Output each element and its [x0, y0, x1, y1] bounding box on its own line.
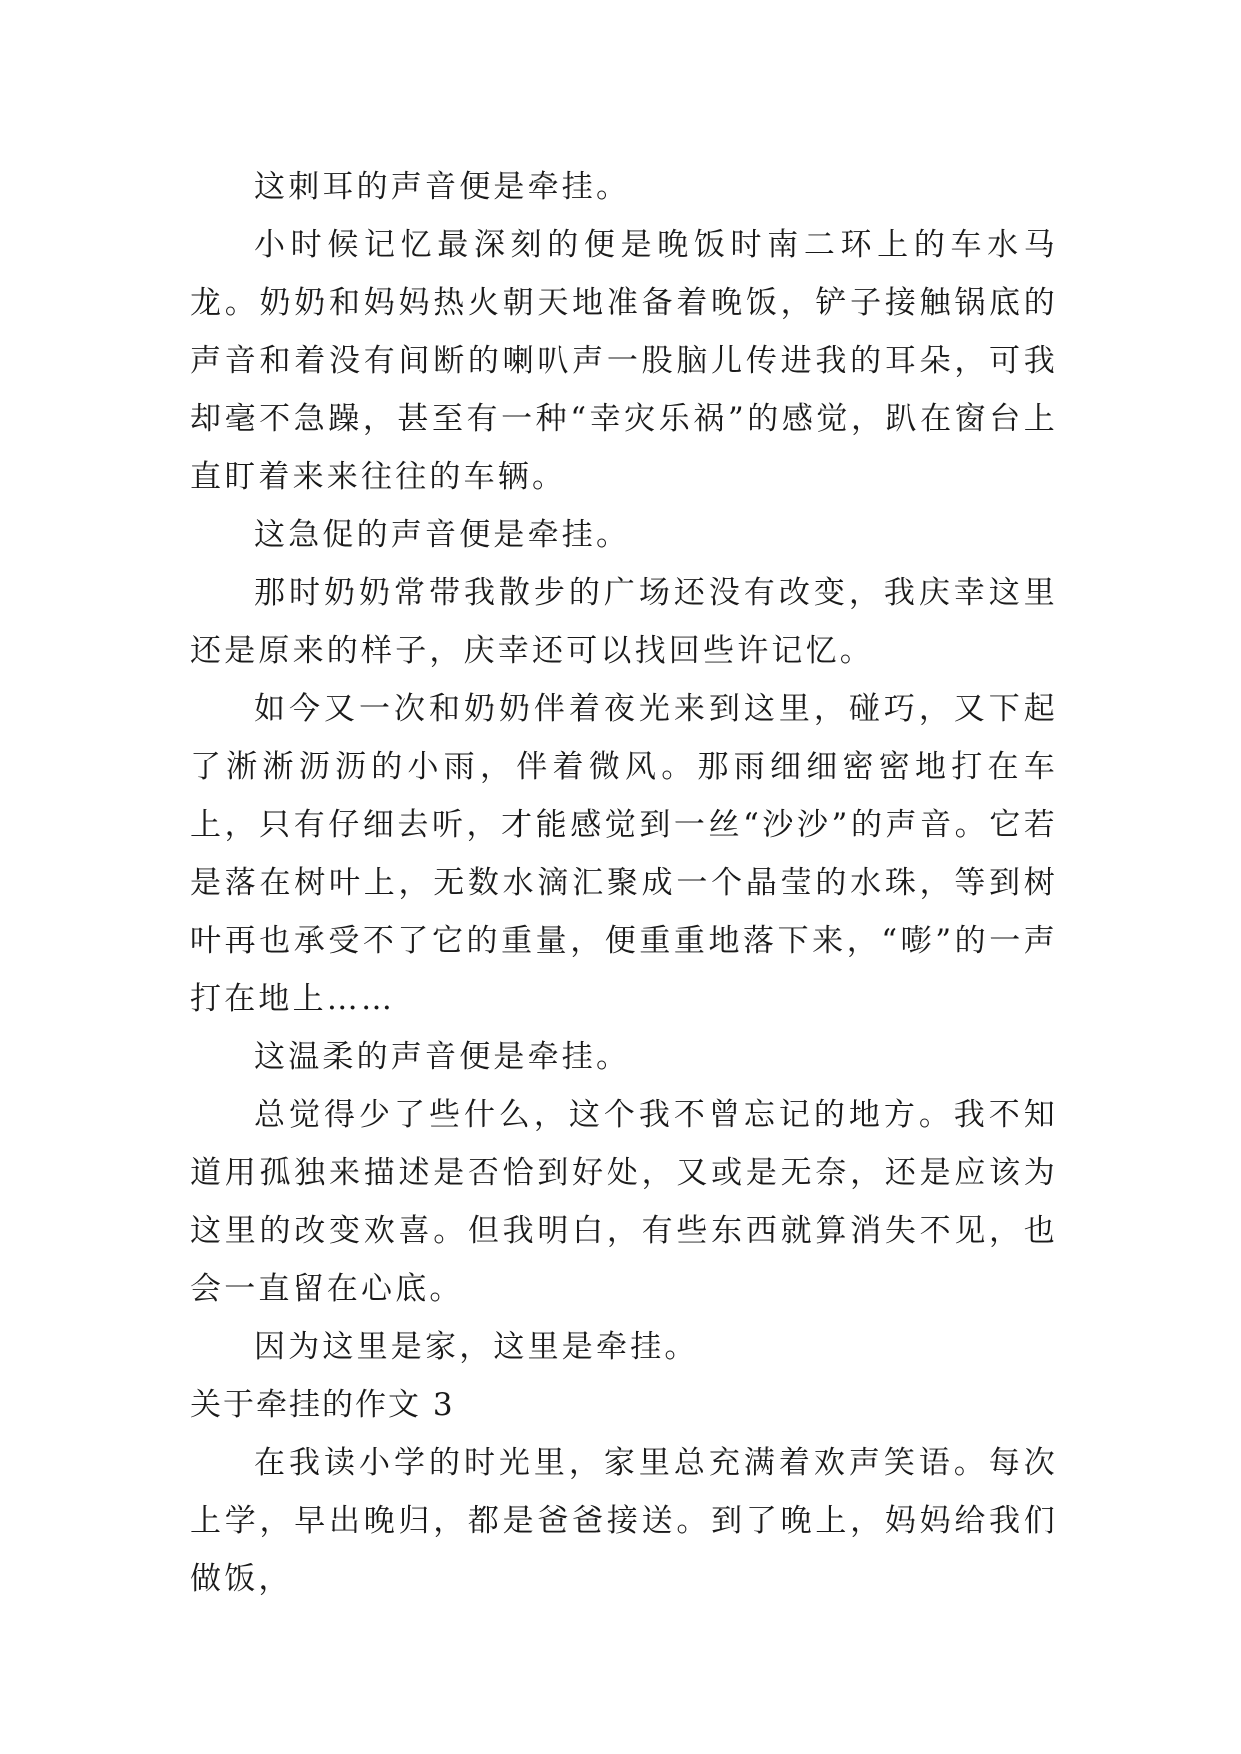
- paragraph-1: 这刺耳的声音便是牵挂。: [254, 169, 631, 205]
- paragraph-8: 因为这里是家，这里是牵挂。: [254, 1329, 699, 1365]
- paragraph-5: 如今又一次和奶奶伴着夜光来到这里，碰巧，又下起了淅淅沥沥的小雨，伴着微风。那雨细细密密地打在车上，只有仔细去听，才能感觉到一丝“沙沙”的声音。它若是落在树叶上，无数水滴汇聚成一个晶莹的水珠，等到树叶再也承受不了它的重量，便重重地落下来，“嘭”的一声打在地上……: [190, 691, 1058, 1017]
- paragraph-2: 小时候记忆最深刻的便是晚饭时南二环上的车水马龙。奶奶和妈妈热火朝天地准备着晚饭，铲子接触锅底的声音和着没有间断的喇叭声一股脑儿传进我的耳朵，可我却毫不急躁，甚至有一种“幸灾乐祸”的感觉，趴在窗台上直盯着来来往往的车辆。: [190, 227, 1058, 495]
- paragraph-6: 这温柔的声音便是牵挂。: [254, 1039, 631, 1075]
- section-heading: 关于牵挂的作文 3: [190, 1387, 455, 1423]
- paragraph-3: 这急促的声音便是牵挂。: [254, 517, 631, 553]
- paragraph-7: 总觉得少了些什么，这个我不曾忘记的地方。我不知道用孤独来描述是否恰到好处，又或是无奈，还是应该为这里的改变欢喜。但我明白，有些东西就算消失不见，也会一直留在心底。: [190, 1097, 1058, 1307]
- paragraph-4: 那时奶奶常带我散步的广场还没有改变，我庆幸这里还是原来的样子，庆幸还可以找回些许记忆。: [190, 575, 1058, 669]
- document-body: [190, 158, 1058, 1608]
- paragraph-9: 在我读小学的时光里，家里总充满着欢声笑语。每次上学，早出晚归，都是爸爸接送。到了晚上，妈妈给我们做饭，: [190, 1445, 1058, 1597]
